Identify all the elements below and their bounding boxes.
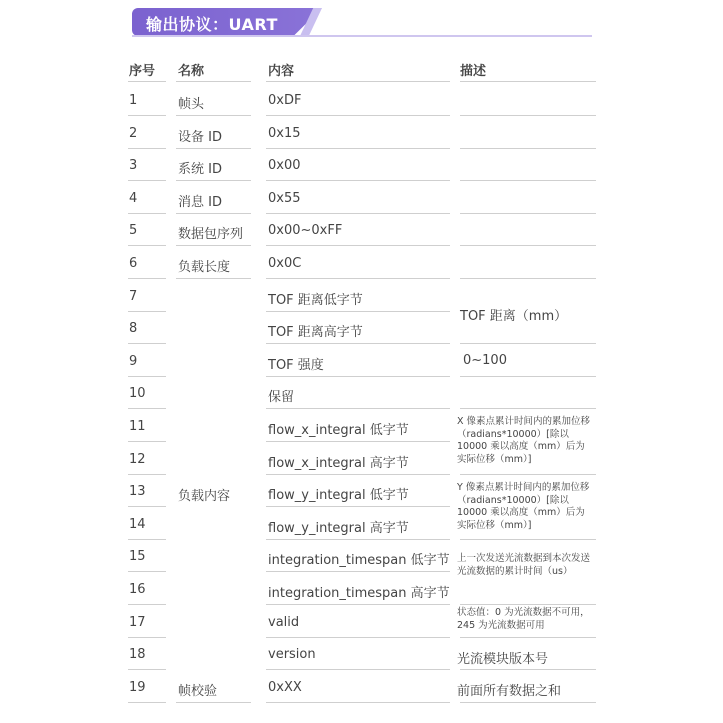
row-divider bbox=[266, 180, 450, 181]
row-divider bbox=[460, 376, 596, 377]
row-divider bbox=[176, 245, 251, 246]
row-index: 13 bbox=[129, 484, 146, 500]
row-content: 0x15 bbox=[268, 125, 301, 141]
divider bbox=[460, 81, 596, 82]
row-divider bbox=[266, 245, 450, 246]
row-name: 数据包序列 bbox=[178, 227, 244, 243]
row-name: 帧头 bbox=[178, 97, 205, 112]
row-divider bbox=[128, 311, 166, 312]
column-header-content: 内容 bbox=[268, 64, 295, 79]
row-divider bbox=[128, 180, 166, 181]
column-header-name: 名称 bbox=[178, 64, 205, 79]
row-divider bbox=[460, 408, 596, 409]
row-divider bbox=[176, 148, 251, 149]
row-content: 0x55 bbox=[268, 190, 301, 206]
row-name: 帧校验 bbox=[178, 683, 218, 699]
row-divider bbox=[128, 702, 166, 703]
row-content: flow_y_integral 高字节 bbox=[268, 520, 409, 536]
row-index: 10 bbox=[129, 386, 146, 402]
row-content: integration_timespan 低字节 bbox=[268, 553, 450, 569]
row-index: 16 bbox=[129, 582, 146, 597]
desc-flow-x: X 像素点累计时间内的累加位移（radians*10000）[除以 10000 乘以高度（mm）后为实际位移（mm）] bbox=[457, 416, 591, 465]
desc-version: 光流模块版本号 bbox=[457, 652, 549, 667]
row-divider bbox=[128, 278, 166, 279]
row-divider bbox=[128, 115, 166, 116]
row-divider bbox=[460, 702, 596, 703]
row-index: 7 bbox=[129, 288, 138, 304]
divider bbox=[128, 81, 166, 82]
column-header-index: 序号 bbox=[129, 64, 156, 79]
row-index: 19 bbox=[129, 679, 146, 695]
row-divider bbox=[128, 669, 166, 670]
row-divider bbox=[176, 702, 251, 703]
desc-tof-strength: 0~100 bbox=[463, 353, 507, 368]
row-name: 设备 ID bbox=[178, 129, 222, 145]
row-divider bbox=[266, 115, 450, 116]
row-divider bbox=[460, 539, 596, 540]
row-divider bbox=[460, 148, 596, 149]
row-divider bbox=[266, 571, 450, 572]
row-divider bbox=[266, 604, 450, 605]
row-content: 0x0C bbox=[268, 256, 302, 271]
row-name: 负载长度 bbox=[178, 260, 231, 275]
row-divider bbox=[128, 539, 166, 540]
row-content: flow_y_integral 低字节 bbox=[268, 488, 409, 504]
header-underline bbox=[132, 35, 592, 37]
row-divider bbox=[266, 376, 450, 377]
row-content: 0xXX bbox=[268, 679, 302, 695]
row-content: version bbox=[268, 647, 316, 663]
row-index: 5 bbox=[129, 223, 138, 239]
row-content: TOF 距离低字节 bbox=[268, 292, 363, 308]
row-divider bbox=[176, 278, 251, 279]
row-content: 0x00 bbox=[268, 158, 301, 174]
row-divider bbox=[176, 180, 251, 181]
payload-group-label: 负载内容 bbox=[178, 489, 231, 504]
row-divider bbox=[128, 408, 166, 409]
row-divider bbox=[266, 213, 450, 214]
desc-tof-distance: TOF 距离（mm） bbox=[460, 309, 568, 324]
row-index: 14 bbox=[129, 516, 146, 532]
row-name: 系统 ID bbox=[178, 162, 222, 178]
row-divider bbox=[266, 311, 450, 312]
row-content: valid bbox=[268, 614, 300, 630]
row-divider bbox=[128, 604, 166, 605]
row-divider bbox=[128, 376, 166, 377]
row-divider bbox=[128, 571, 166, 572]
row-divider bbox=[176, 115, 251, 116]
row-index: 1 bbox=[129, 93, 138, 108]
row-content: 保留 bbox=[268, 390, 295, 406]
row-divider bbox=[266, 148, 450, 149]
row-divider bbox=[128, 148, 166, 149]
desc-valid: 状态值：0 为光流数据不可用，245 为光流数据可用 bbox=[457, 607, 590, 631]
row-divider bbox=[128, 637, 166, 638]
divider bbox=[176, 81, 251, 82]
row-content: TOF 距离高字节 bbox=[268, 325, 363, 341]
row-divider bbox=[460, 213, 596, 214]
row-divider bbox=[266, 702, 450, 703]
row-divider bbox=[128, 213, 166, 214]
row-name: 消息 ID bbox=[178, 194, 222, 210]
desc-timespan: 上一次发送光流数据到本次发送光流数据的累计时间（us） bbox=[457, 553, 591, 577]
row-index: 3 bbox=[129, 158, 138, 174]
row-index: 18 bbox=[129, 647, 146, 663]
row-divider bbox=[460, 604, 596, 605]
row-index: 11 bbox=[129, 419, 146, 434]
row-divider bbox=[176, 213, 251, 214]
row-divider bbox=[266, 343, 450, 344]
row-divider bbox=[460, 180, 596, 181]
row-divider bbox=[460, 343, 596, 344]
row-index: 12 bbox=[129, 451, 146, 467]
column-header-description: 描述 bbox=[460, 64, 487, 79]
row-divider bbox=[128, 474, 166, 475]
row-content: 0x00~0xFF bbox=[268, 223, 343, 239]
row-divider bbox=[266, 441, 450, 442]
row-index: 4 bbox=[129, 190, 138, 206]
row-index: 8 bbox=[129, 321, 138, 337]
desc-checksum: 前面所有数据之和 bbox=[457, 684, 562, 699]
row-divider bbox=[460, 669, 596, 670]
row-index: 2 bbox=[129, 125, 138, 141]
row-divider bbox=[460, 245, 596, 246]
row-index: 15 bbox=[129, 549, 146, 565]
row-divider bbox=[128, 343, 166, 344]
row-divider bbox=[266, 506, 450, 507]
row-divider bbox=[460, 637, 596, 638]
row-divider bbox=[460, 474, 596, 475]
row-content: 0xDF bbox=[268, 93, 302, 108]
row-index: 9 bbox=[129, 353, 138, 369]
section-title: 输出协议：UART bbox=[146, 15, 278, 34]
row-divider bbox=[128, 506, 166, 507]
row-content: flow_x_integral 高字节 bbox=[268, 455, 409, 471]
row-index: 17 bbox=[129, 614, 146, 630]
desc-flow-y: Y 像素点累计时间内的累加位移（radians*10000）[除以 10000 乘以高度（mm）后为实际位移（mm）] bbox=[457, 482, 590, 531]
row-divider bbox=[128, 441, 166, 442]
row-divider bbox=[266, 408, 450, 409]
row-divider bbox=[266, 278, 450, 279]
row-divider bbox=[460, 115, 596, 116]
row-divider bbox=[128, 245, 166, 246]
row-content: integration_timespan 高字节 bbox=[268, 586, 450, 601]
row-divider bbox=[266, 637, 450, 638]
row-divider bbox=[266, 474, 450, 475]
row-divider bbox=[266, 669, 450, 670]
row-index: 6 bbox=[129, 256, 138, 271]
row-content: TOF 强度 bbox=[268, 357, 324, 373]
divider bbox=[266, 81, 450, 82]
row-content: flow_x_integral 低字节 bbox=[268, 423, 409, 438]
row-divider bbox=[460, 278, 596, 279]
row-divider bbox=[266, 539, 450, 540]
